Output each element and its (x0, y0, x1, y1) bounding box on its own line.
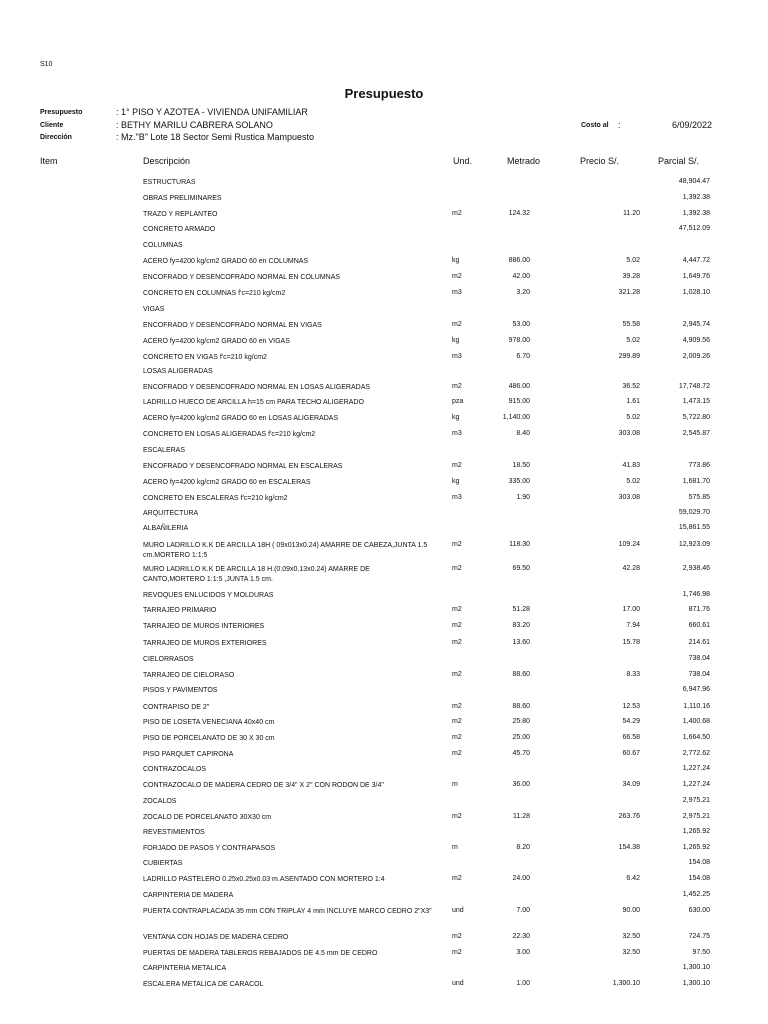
cell-metrado: 8.20 (516, 844, 530, 851)
cell-metrado: 978.00 (508, 337, 530, 344)
cell-und: m2 (452, 639, 462, 646)
cell-und: m2 (452, 541, 462, 548)
cell-parcial: 1,265.92 (682, 844, 710, 851)
cell-parcial: 4,447.72 (682, 257, 710, 264)
col-header-descripcion: Descripción (143, 156, 191, 166)
cell-parcial: 2,945.74 (682, 321, 710, 328)
cell-metrado: 118.30 (509, 541, 530, 548)
cell-parcial: 1,300.10 (682, 980, 710, 987)
cell-precio: 54.29 (622, 718, 640, 725)
cell-und: m2 (452, 734, 462, 741)
cell-und: m2 (452, 622, 462, 629)
cell-desc: CONCRETO EN VIGAS f'c=210 kg/cm2 (143, 354, 267, 361)
cell-desc: ENCOFRADO Y DESENCOFRADO NORMAL EN ESCALERAS (143, 463, 343, 470)
cell-precio: 8.33 (626, 671, 640, 678)
col-header-metrado: Metrado (507, 156, 541, 166)
cell-precio: 7.94 (626, 622, 640, 629)
cell-parcial: 724.75 (688, 933, 710, 940)
cell-und: m2 (452, 703, 462, 710)
cell-metrado: 1,140.00 (502, 414, 530, 421)
cell-desc: FORJADO DE PASOS Y CONTRAPASOS (143, 845, 276, 852)
cell-metrado: 3.00 (516, 949, 530, 956)
cell-desc: ACERO fy=4200 kg/cm2 GRADO 60 en LOSAS ALIGERADAS (143, 415, 339, 422)
cell-precio: 1,300.10 (612, 980, 640, 987)
cell-desc: CONCRETO EN ESCALERAS f'c=210 kg/cm2 (143, 495, 288, 502)
cell-desc: ACERO fy=4200 kg/cm2 GRADO 60 en VIGAS (143, 338, 290, 345)
cell-precio: 109.24 (618, 541, 640, 548)
cell-parcial: 1,649.76 (682, 273, 710, 280)
cell-parcial: 738.04 (688, 671, 710, 678)
cell-desc: ZOCALO DE PORCELANATO 30X30 cm (143, 814, 272, 821)
cell-parcial: 1,300.10 (682, 964, 710, 971)
col-header-parcial: Parcial S/. (658, 156, 700, 166)
cell-parcial: 1,664.50 (682, 734, 710, 741)
presupuesto-label: Presupuesto (40, 109, 83, 116)
cell-metrado: 6.70 (516, 353, 530, 360)
cell-desc: TARRAJEO DE MUROS EXTERIORES (143, 640, 267, 647)
cell-metrado: 25.80 (512, 718, 530, 725)
cell-parcial: 1,227.24 (682, 765, 710, 772)
cell-metrado: 486.00 (508, 383, 530, 390)
cell-precio: 55.58 (622, 321, 640, 328)
cell-precio: 6.42 (626, 875, 640, 882)
cell-metrado: 22.30 (512, 933, 530, 940)
cell-und: m2 (452, 750, 462, 757)
cell-und: m2 (452, 949, 462, 956)
cell-parcial: 154.08 (688, 859, 710, 866)
cell-und: m2 (452, 383, 462, 390)
cell-precio: 36.52 (622, 383, 640, 390)
cell-desc: PISOS Y PAVIMENTOS (143, 687, 218, 694)
cell-metrado: 915.00 (508, 398, 530, 405)
cell-desc: LADRILLO HUECO DE ARCILLA h=15 cm PARA TECHO ALIGERADO (143, 399, 364, 406)
cell-desc: TARRAJEO DE CIELORASO (143, 672, 235, 679)
cell-parcial: 5,722.80 (682, 414, 710, 421)
cell-parcial: 630.00 (688, 907, 710, 914)
cell-precio: 5.02 (626, 337, 640, 344)
cell-desc: ALBAÑILERIA (143, 525, 189, 532)
cell-und: m2 (452, 273, 462, 280)
cell-metrado: 886.00 (508, 257, 530, 264)
cell-metrado: 1.00 (516, 980, 530, 987)
cell-und: pza (452, 398, 464, 405)
cell-precio: 39.28 (622, 273, 640, 280)
cell-parcial: 1,028.10 (682, 289, 710, 296)
cell-und: m3 (452, 430, 462, 437)
cell-desc: LOSAS ALIGERADAS (143, 368, 213, 375)
cell-desc: ENCOFRADO Y DESENCOFRADO NORMAL EN COLUMNAS (143, 274, 341, 281)
cell-metrado: 83.20 (512, 622, 530, 629)
cell-precio: 17.00 (622, 606, 640, 613)
cell-und: kg (452, 337, 460, 344)
cell-precio: 66.58 (622, 734, 640, 741)
cell-desc: PUERTAS DE MADERA TABLEROS REBAJADOS DE 4.5 mm DE CEDRO (143, 950, 378, 957)
cell-metrado: 124.32 (508, 210, 530, 217)
costo-colon: : (618, 120, 621, 130)
direccion-value: : Mz."B" Lote 18 Sector Semi Rustica Mampuesto (116, 132, 314, 142)
cell-desc: REVESTIMIENTOS (143, 829, 205, 836)
cell-parcial: 214.61 (688, 639, 710, 646)
cell-parcial: 1,227.24 (682, 781, 710, 788)
cell-und: m3 (452, 494, 462, 501)
cell-precio: 32.50 (622, 933, 640, 940)
cell-precio: 5.02 (626, 257, 640, 264)
cell-desc: REVOQUES ENLUCIDOS Y MOLDURAS (143, 592, 274, 599)
cell-parcial: 48,904.47 (678, 178, 710, 185)
cell-desc: CONTRAZOCALO DE MADERA CEDRO DE 3/4" X 2" CON RODON DE 3/4" (143, 782, 384, 789)
cell-precio: 299.89 (618, 353, 640, 360)
cell-parcial: 1,681.70 (682, 478, 710, 485)
cell-desc: CONCRETO EN COLUMNAS f'c=210 kg/cm2 (143, 290, 286, 297)
cell-parcial: 2,938.46 (682, 565, 710, 572)
cell-parcial: 15,861.55 (678, 524, 710, 531)
cell-und: m2 (452, 606, 462, 613)
cell-metrado: 25.00 (512, 734, 530, 741)
cell-parcial: 1,392.38 (682, 194, 710, 201)
cell-parcial: 1,473.15 (682, 398, 710, 405)
cell-precio: 5.02 (626, 478, 640, 485)
cell-desc: PISO DE PORCELANATO DE 30 X 30 cm (143, 735, 275, 742)
cell-parcial: 6,947.96 (682, 686, 710, 693)
cell-desc: ENCOFRADO Y DESENCOFRADO NORMAL EN VIGAS (143, 322, 322, 329)
cell-desc: ACERO fy=4200 kg/cm2 GRADO 60 en ESCALERAS (143, 479, 311, 486)
cell-metrado: 335.00 (508, 478, 530, 485)
col-header-precio: Precio S/. (580, 156, 620, 166)
cell-desc: CONTRAPISO DE 2" (143, 704, 210, 711)
cell-desc: CONCRETO ARMADO (143, 226, 216, 233)
cell-precio: 41.83 (622, 462, 640, 469)
cell-precio: 60.67 (622, 750, 640, 757)
cell-precio: 12.53 (622, 703, 640, 710)
cell-precio: 11.20 (623, 210, 640, 217)
cell-parcial: 4,909.56 (682, 337, 710, 344)
cell-metrado: 7.00 (516, 907, 530, 914)
cell-parcial: 575.85 (688, 494, 710, 501)
cell-desc: ZOCALOS (143, 798, 177, 805)
cell-und: kg (452, 257, 460, 264)
cell-desc: MURO LADRILLO K.K DE ARCILLA 18 H.(0.09x0.13x0.24) AMARRE DE CANTO,MORTERO 1:1:5 ,JUNTA 1.5 cm. (143, 566, 370, 583)
cell-parcial: 1,746.98 (682, 591, 710, 598)
presupuesto-value: : 1° PISO Y AZOTEA - VIVIENDA UNIFAMILIAR (116, 107, 308, 117)
cell-parcial: 12,923.09 (678, 541, 710, 548)
cell-parcial: 738.04 (688, 655, 710, 662)
cell-desc: ACERO fy=4200 kg/cm2 GRADO 60 en COLUMNAS (143, 258, 309, 265)
cell-parcial: 871.76 (688, 606, 710, 613)
cell-precio: 1.61 (626, 398, 640, 405)
cell-parcial: 1,452.25 (682, 891, 710, 898)
cell-und: m2 (452, 321, 462, 328)
cell-parcial: 660.61 (688, 622, 710, 629)
cliente-value: : BETHY MARILU CABRERA SOLANO (116, 120, 273, 130)
cell-parcial: 2,009.26 (682, 353, 710, 360)
cell-desc: CARPINTERIA DE MADERA (143, 892, 234, 899)
cell-metrado: 18.50 (512, 462, 530, 469)
cell-parcial: 2,545.87 (682, 430, 710, 437)
cell-und: m3 (452, 353, 462, 360)
cell-desc: MURO LADRILLO K.K DE ARCILLA 18H ( 09x013x0.24) AMARRE DE CABEZA,JUNTA 1.5 cm.MORTERO 1:1:5 (143, 542, 428, 559)
cell-metrado: 51.28 (512, 606, 530, 613)
cell-desc: CARPINTERIA METALICA (143, 965, 227, 972)
cell-und: m2 (452, 462, 462, 469)
cell-und: m2 (452, 718, 462, 725)
cell-parcial: 2,975.21 (682, 813, 710, 820)
cell-parcial: 1,265.92 (682, 828, 710, 835)
cell-desc: COLUMNAS (143, 242, 183, 249)
document-code: S10 (40, 61, 53, 68)
cell-desc: ESCALERA METALICA DE CARACOL (143, 981, 264, 988)
cell-und: und (452, 907, 464, 914)
cell-parcial: 59,029.70 (678, 509, 710, 516)
cell-parcial: 97.50 (692, 949, 710, 956)
cell-desc: VIGAS (143, 306, 165, 313)
page-title: Presupuesto (344, 86, 424, 101)
cell-metrado: 88.60 (512, 671, 530, 678)
cell-parcial: 2,975.21 (682, 797, 710, 804)
cell-precio: 321.28 (618, 289, 640, 296)
cell-metrado: 42.00 (512, 273, 530, 280)
cell-parcial: 1,392.38 (682, 210, 710, 217)
cell-precio: 15.78 (622, 639, 640, 646)
cell-precio: 263.76 (618, 813, 640, 820)
cell-desc: TARRAJEO PRIMARIO (143, 607, 217, 614)
cell-precio: 32.50 (622, 949, 640, 956)
cell-desc: CIELORRASOS (143, 656, 194, 663)
cell-metrado: 69.50 (512, 565, 530, 572)
col-header-item: Item (40, 156, 58, 166)
cell-desc: CONTRAZOCALOS (143, 766, 207, 773)
cell-precio: 5.02 (626, 414, 640, 421)
cell-und: und (452, 980, 464, 987)
cell-precio: 303.08 (618, 430, 640, 437)
cell-parcial: 47,512.09 (678, 225, 710, 232)
cell-metrado: 45.70 (512, 750, 530, 757)
cell-desc: CUBIERTAS (143, 860, 183, 867)
cell-und: kg (452, 414, 460, 421)
cell-und: m2 (452, 813, 462, 820)
cell-desc: ESCALERAS (143, 447, 186, 454)
cliente-label: Cliente (40, 122, 64, 129)
cell-metrado: 8.40 (516, 430, 530, 437)
cell-desc: TARRAJEO DE MUROS INTERIORES (143, 623, 265, 630)
direccion-label: Dirección (40, 134, 72, 141)
cell-parcial: 773.86 (688, 462, 710, 469)
cell-desc: VENTANA CON HOJAS DE MADERA CEDRO (143, 934, 289, 941)
costo-label: Costo al (581, 122, 609, 129)
cell-parcial: 154.08 (688, 875, 710, 882)
cell-und: m2 (452, 671, 462, 678)
cell-desc: TRAZO Y REPLANTEO (143, 211, 218, 218)
cell-und: m2 (452, 875, 462, 882)
cell-parcial: 17,748.72 (678, 383, 710, 390)
cell-metrado: 88.60 (512, 703, 530, 710)
cell-precio: 90.00 (622, 907, 640, 914)
cell-metrado: 1.90 (516, 494, 530, 501)
cell-precio: 154.38 (618, 844, 640, 851)
cell-metrado: 13.60 (512, 639, 530, 646)
cell-metrado: 3.20 (516, 289, 530, 296)
cell-metrado: 36.00 (512, 781, 530, 788)
cell-desc: OBRAS PRELIMINARES (143, 195, 222, 202)
cell-desc: ARQUITECTURA (143, 510, 199, 517)
cell-desc: PISO DE LOSETA VENECIANA 40x40 cm (143, 719, 275, 726)
cell-parcial: 2,772.62 (682, 750, 710, 757)
cell-und: m2 (452, 933, 462, 940)
cell-und: m2 (452, 565, 462, 572)
cell-precio: 42.28 (622, 565, 640, 572)
cell-precio: 303.08 (618, 494, 640, 501)
cell-desc: ESTRUCTURAS (143, 179, 196, 186)
cell-desc: ENCOFRADO Y DESENCOFRADO NORMAL EN LOSAS ALIGERADAS (143, 384, 371, 391)
cell-und: m2 (452, 210, 462, 217)
cell-desc: PISO PARQUET CAPIRONA (143, 751, 234, 758)
cell-metrado: 11.28 (513, 813, 530, 820)
cell-und: m (452, 781, 458, 788)
cell-desc: PUERTA CONTRAPLACADA 35 mm CON TRIPLAY 4 mm INCLUYE MARCO CEDRO 2"X3" (143, 908, 432, 915)
col-header-und: Und. (453, 156, 473, 166)
cell-precio: 34.09 (622, 781, 640, 788)
cell-desc: CONCRETO EN LOSAS ALIGERADAS f'c=210 kg/cm2 (143, 431, 316, 438)
cell-metrado: 24.00 (512, 875, 530, 882)
cell-und: kg (452, 478, 460, 485)
costo-date: 6/09/2022 (671, 120, 712, 130)
cell-und: m (452, 844, 458, 851)
cell-und: m3 (452, 289, 462, 296)
cell-parcial: 1,400.68 (682, 718, 710, 725)
cell-parcial: 1,110.16 (683, 703, 710, 710)
cell-metrado: 53.00 (512, 321, 530, 328)
cell-desc: LADRILLO PASTELERO 0.25x0.25x0.03 m.ASENTADO CON MORTERO 1:4 (143, 876, 385, 883)
